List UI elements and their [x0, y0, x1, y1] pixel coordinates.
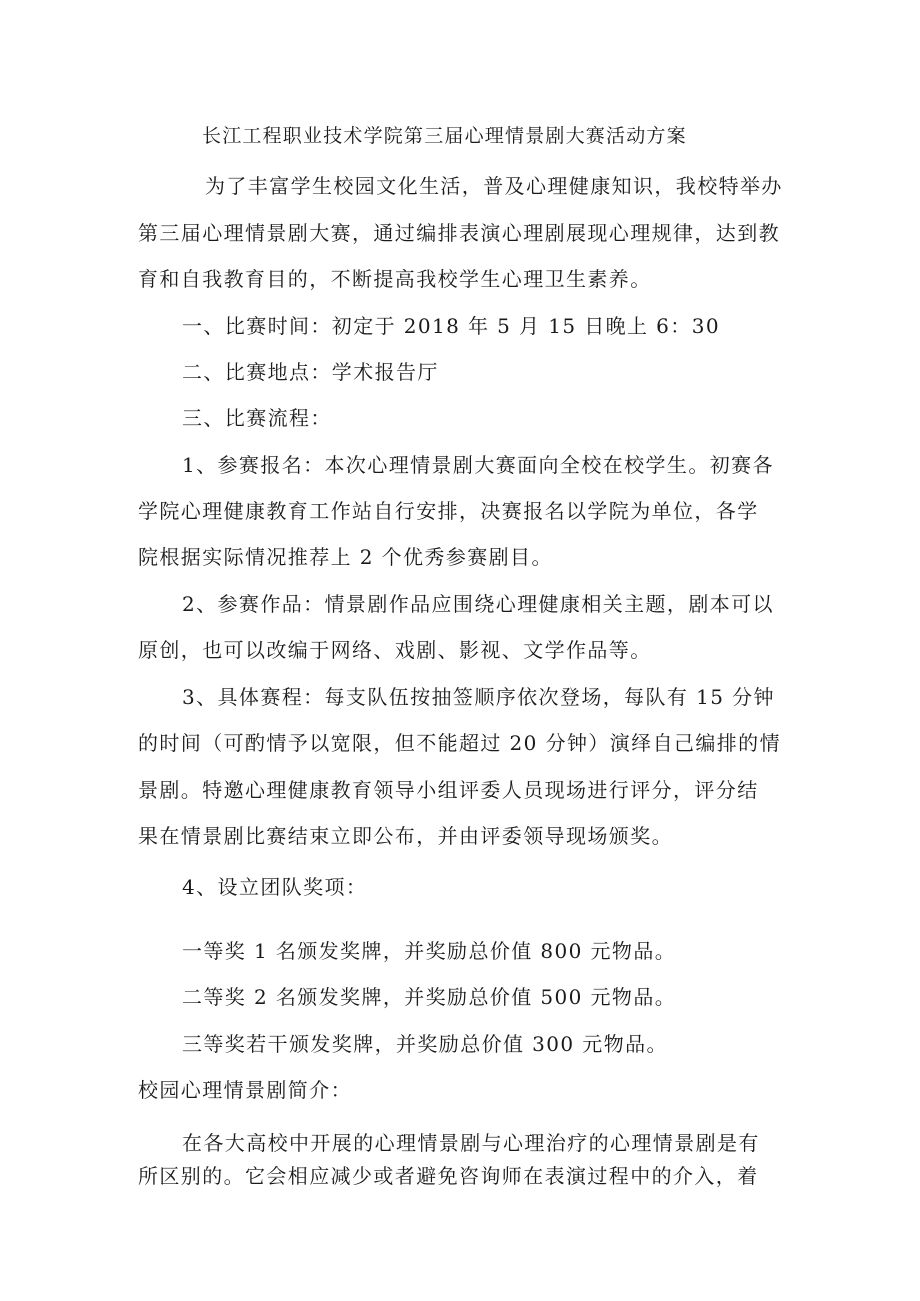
item1-line-1: 1、参赛报名：本次心理情景剧大赛面向全校在校学生。初赛各	[182, 453, 774, 477]
document-title: 长江工程职业技术学院第三届心理情景剧大赛活动方案	[202, 125, 687, 147]
item4-heading: 4、设立团队奖项：	[182, 875, 368, 899]
award-first: 一等奖 1 名颁发奖牌，并奖励总价值 800 元物品。	[182, 939, 677, 963]
closing-line-2: 所区别的。它会相应减少或者避免咨询师在表演过程中的介入，着	[138, 1164, 759, 1188]
process-heading: 三、比赛流程：	[182, 406, 332, 430]
competition-place: 二、比赛地点：学术报告厅	[182, 360, 439, 384]
item3-line-4: 果在情景剧比赛结束立即公布，并由评委领导现场颁奖。	[138, 824, 673, 848]
intro-line-2: 第三届心理情景剧大赛，通过编排表演心理剧展现心理规律，达到教	[138, 221, 780, 245]
award-second: 二等奖 2 名颁发奖牌，并奖励总价值 500 元物品。	[182, 985, 677, 1009]
intro-heading: 校园心理情景剧简介：	[138, 1078, 352, 1102]
item2-line-1: 2、参赛作品：情景剧作品应围绕心理健康相关主题，剧本可以	[182, 592, 774, 616]
item2-line-2: 原创，也可以改编于网络、戏剧、影视、文学作品等。	[138, 638, 652, 662]
intro-line-3: 育和自我教育目的，不断提高我校学生心理卫生素养。	[138, 267, 652, 291]
award-third: 三等奖若干颁发奖牌，并奖励总价值 300 元物品。	[182, 1032, 668, 1056]
item1-line-3: 院根据实际情况推荐上 2 个优秀参赛剧目。	[138, 545, 553, 569]
closing-line-1: 在各大高校中开展的心理情景剧与心理治疗的心理情景剧是有	[182, 1131, 760, 1155]
competition-time: 一、比赛时间：初定于 2018 年 5 月 15 日晚上 6：30	[182, 314, 720, 338]
item3-line-2: 的时间（可酌情予以宽限，但不能超过 20 分钟）演绎自己编排的情	[138, 731, 781, 755]
item1-line-2: 学院心理健康教育工作站自行安排，决赛报名以学院为单位，各学	[138, 499, 759, 523]
item3-line-1: 3、具体赛程：每支队伍按抽签顺序依次登场，每队有 15 分钟	[182, 685, 775, 709]
intro-line-1: 为了丰富学生校园文化生活，普及心理健康知识，我校特举办	[205, 174, 783, 198]
item3-line-3: 景剧。特邀心理健康教育领导小组评委人员现场进行评分，评分结	[138, 778, 759, 802]
